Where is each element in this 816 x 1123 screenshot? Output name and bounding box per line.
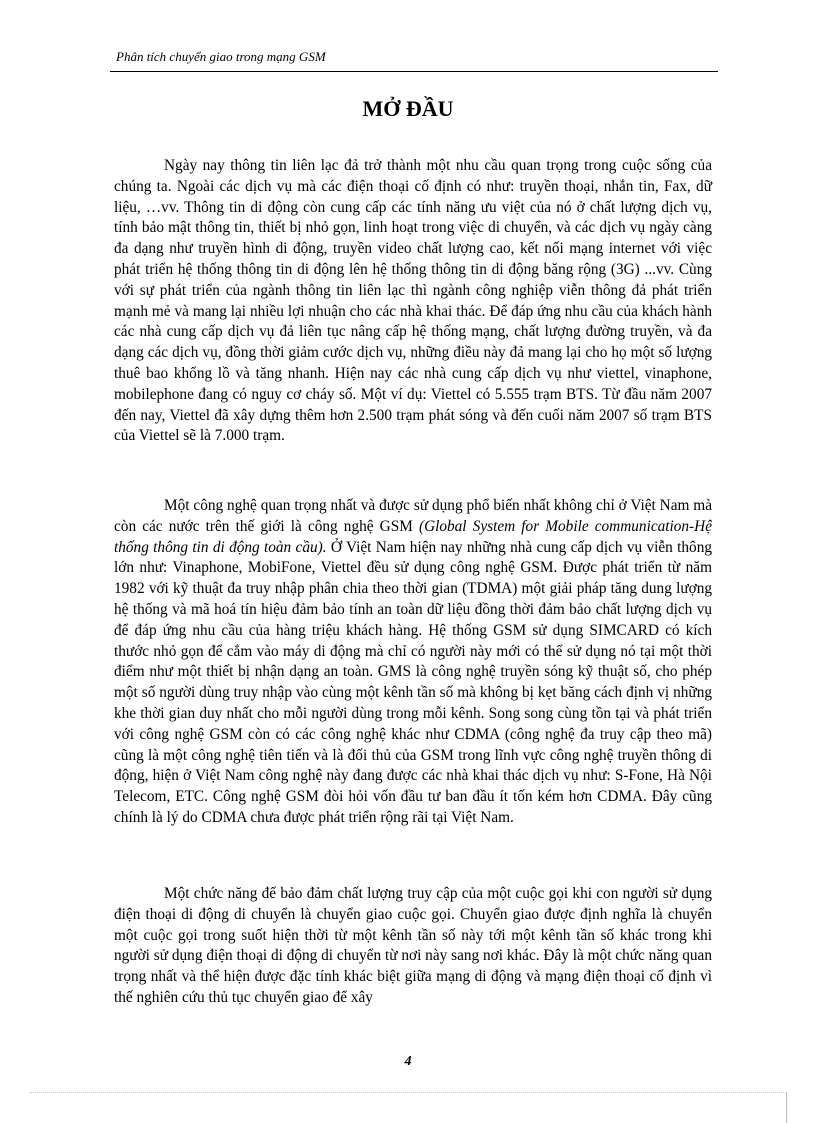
paragraph-gsm-text-start: Một công nghệ quan trọng nhất và được sử dụng phổ biến nhất không chỉ ở Việt Nam mà còn các nước trên thế giới là công nghệ GSM — [114, 497, 712, 535]
page-title: MỞ ĐẦU — [362, 96, 454, 121]
margin-guide-right — [786, 1092, 787, 1123]
margin-guide-bottom — [30, 1092, 786, 1093]
paragraph-gsm-italic: (Global System for Mobile communication-Hệ thống thông tin di động toàn cầu). — [114, 517, 712, 556]
paragraph-gsm-text-end: Ở Việt Nam hiện nay những nhà cung cấp dịch vụ viễn thông lớn như: Vinaphone, MobiFone, Viettel đều sử dụng công nghệ GSM. Được phát triển từ năm 1982 với kỹ thuật đa truy nhập phân chia theo thời gian (TDMA) một giải pháp tăng dung lượng hệ thống và mã hoá tín hiệu đảm bảo tính an toàn dữ liệu đồng thời đảm bảo chất lượng dịch vụ để đáp ứng nhu cầu của hàng triệu khách hàng. Hệ thống GSM sử dụng SIMCARD có kích thước nhỏ gọn để cắm vào máy di động mà chỉ có người này mới có thể sử dụng nó tại một thời điểm như một thiết bị nhận dạng an toàn. GMS là công nghệ truyền sóng kỹ thuật số, cho phép một số người dùng truy nhập vào cùng một kênh tần số mà không bị kẹt băng cách định vị những khe thời gian duy nhất cho mỗi người dùng trong mỗi kênh. Song song cùng tồn tại và phát triển với công nghệ GSM còn có các công nghệ khác như CDMA (công nghệ đa truy cập theo mã) cũng là một công nghệ tiên tiến và là đối thủ của GSM trong lĩnh vực công nghệ truyền thông di động, hiện ở Việt Nam công nghệ này đang được các nhà khai thác dịch vụ như: S-Fone, Hà Nội Telecom, ETC. Công nghệ GSM đòi hỏi vốn đầu tư ban đầu ít tốn kém hơn CDMA. Đây cũng chính là lý do CDMA chưa được phát triển rộng rãi tại Việt Nam. — [114, 538, 712, 826]
header-rule — [110, 71, 718, 72]
paragraph-gsm — [114, 496, 712, 829]
running-header: Phân tích chuyển giao trong mạng GSM — [116, 49, 326, 64]
paragraph-handover: Một chức năng để bảo đảm chất lượng truy cập của một cuộc gọi khi con người sử dụng điện thoại di động di chuyển là chuyển giao cuộc gọi. Chuyển giao được định nghĩa là chuyển một cuộc gọi trong suốt hiện thời từ một kênh tần số này tới một kênh tần số khác trong khi người sử dụng điện thoại di động di chuyển từ nơi này sang nơi khác. Đây là một chức năng quan trọng nhất và thể hiện được đặc tính khác biệt giữa mạng di động và mạng điện thoại cố định vì thế nghiên cứu thủ tục chuyển giao để xây — [114, 885, 712, 1006]
page-number: 4 — [404, 1054, 412, 1069]
paragraph-intro: Ngày nay thông tin liên lạc đả trở thành một nhu cầu quan trọng trong cuộc sống của chúng ta. Ngoài các dịch vụ mà các điện thoại cố định có như: truyền thoại, nhắn tin, Fax, dữ liệu, …vv. Thông tin di động còn cung cấp các tính năng ưu việt của nó ở chất lượng dịch vụ, tính bảo mật thông tin, thiết bị nhỏ gọn, linh hoạt trong việc di chuyển, và các dịch vụ ngày càng đa dạng như truyền hình di động, truyền video chất lượng cao, kết nối mạng internet với việc phát triển hệ thống thông tin di động lên hệ thống thông tin di động băng rộng (3G) ...vv. Cùng với sự phát triển của ngành thông tin liên lạc thì ngành công nghiệp viễn thông đả phát triển mạnh mẻ và mang lại nhiều lợi nhuận cho các nhà khai thác. Để đáp ứng nhu cầu của khách hành các nhà cung cấp dịch vụ đả liên tục nâng cấp hệ thống mạng, chất lượng đường truyền, và đa dạng các dịch vụ, đồng thời giảm cước dịch vụ, những điều này đả mang lại cho họ một số lượng thuê bao khổng lồ và tăng nhanh. Hiện nay các nhà cung cấp dịch vụ như viettel, vinaphone, mobilephone đang có nguy cơ cháy số. Một ví dụ: Viettel có 5.555 trạm BTS. Từ đầu năm 2007 đến nay, Viettel đã xây dựng thêm hơn 2.500 trạm phát sóng và đến cuối năm 2007 số trạm BTS của Viettel sẽ là 7.000 trạm. — [114, 157, 712, 445]
